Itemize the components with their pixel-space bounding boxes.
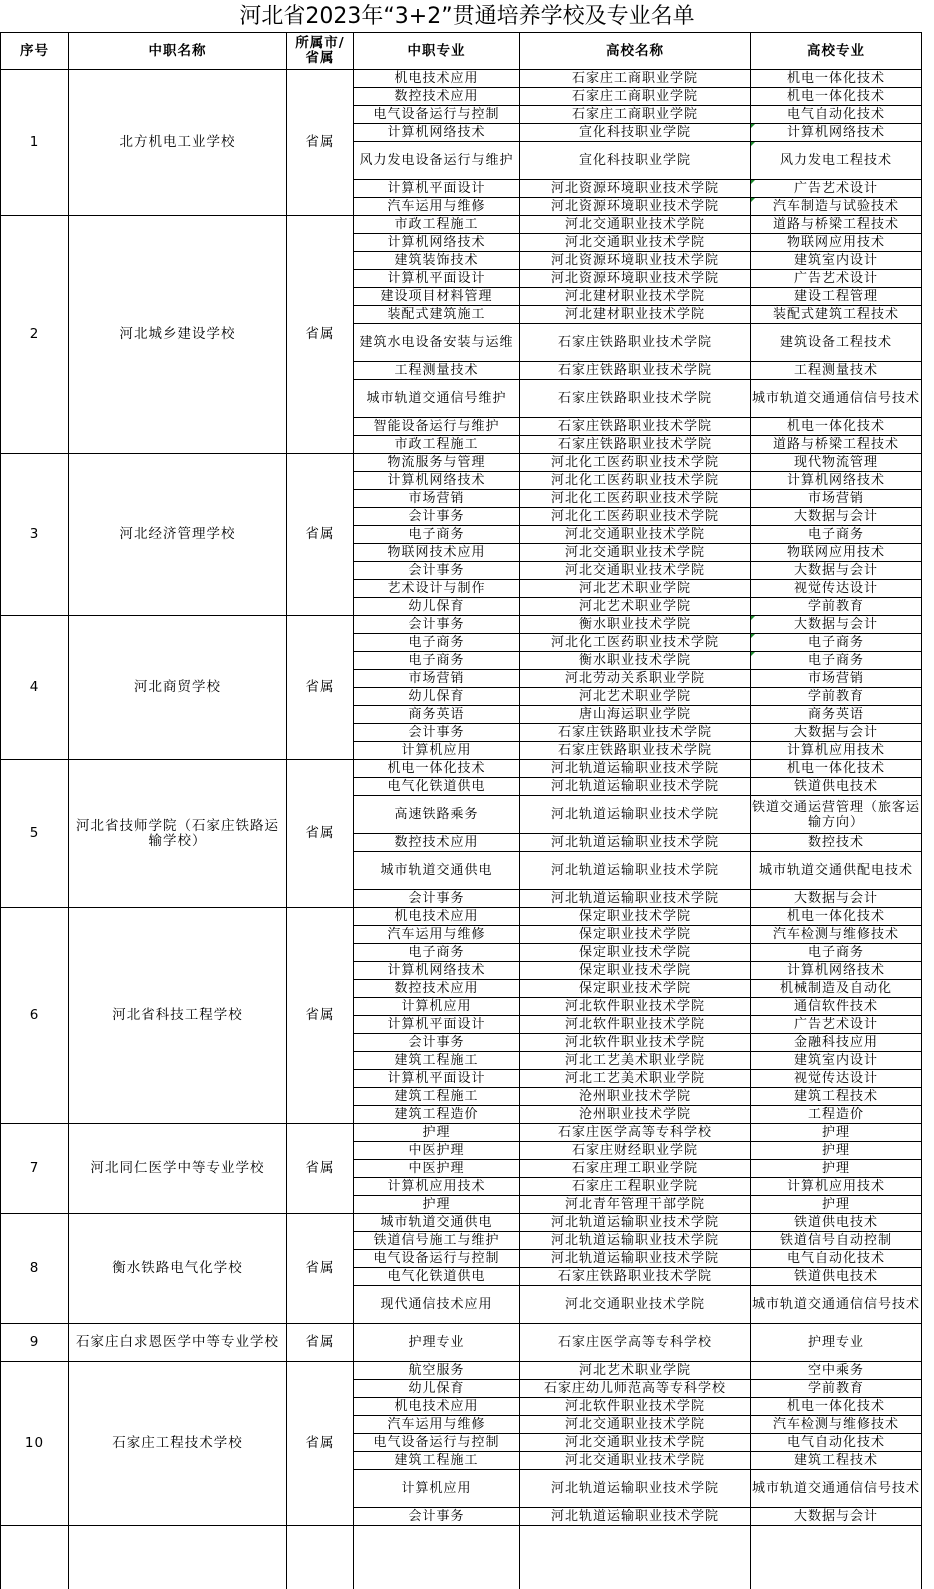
- college-name: 河北化工医药职业技术学院: [550, 509, 719, 524]
- school-affiliation: 省属: [305, 1435, 335, 1451]
- grid-line-v: [0, 32, 1, 1589]
- secondary-major: 护理专业: [408, 1335, 465, 1350]
- college-major: 计算机网络技术: [786, 125, 885, 140]
- college-major: 装配式建筑工程技术: [772, 307, 899, 322]
- college-major: 电气自动化技术: [786, 1251, 885, 1266]
- college-name: 石家庄财经职业学院: [571, 1143, 698, 1158]
- college-major: 金融科技应用: [793, 1035, 878, 1050]
- college-major: 学前教育: [807, 599, 864, 614]
- college-name: 石家庄理工职业学院: [571, 1161, 698, 1176]
- college-major: 道路与桥梁工程技术: [772, 217, 899, 232]
- school-name: 石家庄白求恩医学中等专业学校: [76, 1334, 279, 1350]
- college-name: 河北艺术职业学院: [578, 689, 691, 704]
- college-name: 河北资源环境职业技术学院: [550, 199, 719, 214]
- header-school-name: 中职名称: [148, 42, 207, 59]
- secondary-major: 建筑工程施工: [394, 1089, 479, 1104]
- college-name: 河北轨道运输职业技术学院: [550, 1233, 719, 1248]
- college-major: 广告艺术设计: [793, 271, 878, 286]
- secondary-major: 高速铁路乘务: [394, 807, 479, 822]
- header-college-name: 高校名称: [606, 42, 664, 59]
- college-name: 河北交通职业技术学院: [564, 545, 705, 560]
- college-name: 石家庄铁路职业技术学院: [557, 419, 712, 434]
- college-major: 风力发电工程技术: [779, 153, 892, 168]
- college-major: 学前教育: [807, 1381, 864, 1396]
- secondary-major: 机电技术应用: [394, 909, 479, 924]
- secondary-major: 电气设备运行与控制: [373, 1435, 500, 1450]
- college-major: 铁道信号自动控制: [779, 1233, 892, 1248]
- college-name: 石家庄工商职业学院: [571, 71, 698, 86]
- school-name: 河北省科技工程学校: [112, 1007, 243, 1023]
- college-major: 城市轨道交通通信信号技术: [751, 1481, 920, 1496]
- secondary-major: 装配式建筑施工: [387, 307, 486, 322]
- college-name: 河北软件职业技术学院: [564, 1017, 705, 1032]
- college-major: 机电一体化技术: [786, 71, 885, 86]
- school-affiliation: 省属: [305, 825, 335, 841]
- corner-mark: [751, 124, 755, 128]
- college-name: 保定职业技术学院: [578, 927, 691, 942]
- college-name: 河北工艺美术职业学院: [564, 1053, 705, 1068]
- college-major: 机电一体化技术: [786, 761, 885, 776]
- college-major: 机械制造及自动化: [779, 981, 892, 996]
- secondary-major: 计算机网络技术: [387, 963, 486, 978]
- college-major: 建筑设备工程技术: [779, 335, 892, 350]
- secondary-major: 物联网技术应用: [387, 545, 486, 560]
- college-major: 电子商务: [807, 945, 864, 960]
- secondary-major: 电子商务: [408, 527, 465, 542]
- college-name: 河北艺术职业学院: [578, 599, 691, 614]
- school-name: 河北商贸学校: [134, 679, 221, 695]
- college-name: 衡水职业技术学院: [578, 617, 691, 632]
- secondary-major: 数控技术应用: [394, 981, 479, 996]
- secondary-major: 中医护理: [408, 1143, 465, 1158]
- college-major: 道路与桥梁工程技术: [772, 437, 899, 452]
- college-major: 建筑室内设计: [793, 253, 878, 268]
- college-major: 机电一体化技术: [786, 89, 885, 104]
- secondary-major: 计算机应用技术: [387, 1179, 486, 1194]
- college-name: 唐山海运职业学院: [578, 707, 691, 722]
- header-college-major: 高校专业: [807, 42, 865, 59]
- college-major: 建筑工程技术: [793, 1453, 878, 1468]
- school-affiliation: 省属: [305, 679, 335, 695]
- secondary-major: 城市轨道交通信号维护: [366, 391, 507, 406]
- college-major: 城市轨道交通供配电技术: [758, 863, 913, 878]
- college-name: 宣化科技职业学院: [578, 153, 691, 168]
- college-major: 铁道供电技术: [793, 1269, 878, 1284]
- college-name: 石家庄铁路职业技术学院: [557, 437, 712, 452]
- corner-mark: [751, 198, 755, 202]
- school-name: 河北经济管理学校: [119, 526, 236, 542]
- college-major: 通信软件技术: [793, 999, 878, 1014]
- secondary-major: 数控技术应用: [394, 89, 479, 104]
- secondary-major: 机电技术应用: [394, 1399, 479, 1414]
- college-major: 空中乘务: [807, 1363, 864, 1378]
- college-major: 汽车检测与维修技术: [772, 927, 899, 942]
- college-major: 学前教育: [807, 689, 864, 704]
- college-major: 视觉传达设计: [793, 1071, 878, 1086]
- secondary-major: 会计事务: [408, 725, 465, 740]
- school-seq: 8: [29, 1260, 40, 1276]
- college-name: 河北轨道运输职业技术学院: [550, 807, 719, 822]
- school-seq: 3: [29, 526, 40, 542]
- college-name: 沧州职业技术学院: [578, 1107, 691, 1122]
- secondary-major: 会计事务: [408, 509, 465, 524]
- college-major: 建设工程管理: [793, 289, 878, 304]
- secondary-major: 工程测量技术: [394, 363, 479, 378]
- college-name: 河北软件职业技术学院: [564, 1399, 705, 1414]
- page-title: 河北省2023年“3+2”贯通培养学校及专业名单: [239, 4, 695, 29]
- college-major: 电子商务: [807, 653, 864, 668]
- secondary-major: 建筑工程施工: [394, 1453, 479, 1468]
- college-name: 河北艺术职业学院: [578, 581, 691, 596]
- college-name: 河北化工医药职业技术学院: [550, 455, 719, 470]
- secondary-major: 计算机平面设计: [387, 1071, 486, 1086]
- school-name: 石家庄工程技术学校: [112, 1435, 243, 1451]
- college-major: 电子商务: [807, 635, 864, 650]
- grid-line-v: [353, 32, 354, 1589]
- secondary-major: 电子商务: [408, 635, 465, 650]
- college-name: 河北轨道运输职业技术学院: [550, 1251, 719, 1266]
- college-name: 石家庄医学高等专科学校: [557, 1125, 712, 1140]
- college-name: 河北轨道运输职业技术学院: [550, 779, 719, 794]
- college-major: 大数据与会计: [793, 725, 878, 740]
- secondary-major: 电气设备运行与控制: [373, 107, 500, 122]
- secondary-major: 电子商务: [408, 945, 465, 960]
- corner-mark: [751, 180, 755, 184]
- college-major: 视觉传达设计: [793, 581, 878, 596]
- college-name: 河北资源环境职业技术学院: [550, 181, 719, 196]
- school-seq: 7: [29, 1160, 40, 1176]
- secondary-major: 航空服务: [408, 1363, 465, 1378]
- college-name: 河北交通职业技术学院: [564, 235, 705, 250]
- school-seq: 4: [29, 679, 40, 695]
- header-seq: 序号: [20, 42, 49, 59]
- college-name: 河北化工医药职业技术学院: [550, 473, 719, 488]
- secondary-major: 市政工程施工: [394, 437, 479, 452]
- college-major: 护理: [821, 1197, 850, 1212]
- college-name: 河北化工医药职业技术学院: [550, 635, 719, 650]
- college-major: 工程造价: [807, 1107, 864, 1122]
- secondary-major: 会计事务: [408, 1035, 465, 1050]
- college-major: 城市轨道交通通信信号技术: [751, 391, 920, 406]
- school-name: 河北省技师学院（石家庄铁路运输学校）: [76, 817, 279, 849]
- college-major: 机电一体化技术: [786, 909, 885, 924]
- college-major: 护理: [821, 1143, 850, 1158]
- secondary-major: 城市轨道交通供电: [380, 863, 493, 878]
- grid-line-h: [0, 32, 922, 33]
- secondary-major: 建筑水电设备安装与运维: [359, 335, 514, 350]
- secondary-major: 电气设备运行与控制: [373, 1251, 500, 1266]
- secondary-major: 汽车运用与维修: [387, 1417, 486, 1432]
- secondary-major: 物流服务与管理: [387, 455, 486, 470]
- college-major: 物联网应用技术: [786, 235, 885, 250]
- school-affiliation: 省属: [305, 526, 335, 542]
- secondary-major: 商务英语: [408, 707, 465, 722]
- college-name: 河北交通职业技术学院: [564, 1435, 705, 1450]
- grid-line-v: [286, 32, 287, 1589]
- college-major: 护理: [821, 1161, 850, 1176]
- secondary-major: 会计事务: [408, 1509, 465, 1524]
- secondary-major: 建筑装饰技术: [394, 253, 479, 268]
- corner-mark: [751, 142, 755, 146]
- secondary-major: 市场营销: [408, 671, 465, 686]
- secondary-major: 铁道信号施工与维护: [373, 1233, 500, 1248]
- college-name: 河北软件职业技术学院: [564, 1035, 705, 1050]
- college-major: 机电一体化技术: [786, 1399, 885, 1414]
- college-major: 大数据与会计: [793, 1509, 878, 1524]
- college-name: 沧州职业技术学院: [578, 1089, 691, 1104]
- college-name: 宣化科技职业学院: [578, 125, 691, 140]
- secondary-major: 电气化铁道供电: [387, 779, 486, 794]
- college-name: 河北软件职业技术学院: [564, 999, 705, 1014]
- college-major: 现代物流管理: [793, 455, 878, 470]
- college-name: 河北交通职业技术学院: [564, 527, 705, 542]
- college-name: 河北建材职业技术学院: [564, 289, 705, 304]
- college-major: 机电一体化技术: [786, 419, 885, 434]
- college-name: 石家庄医学高等专科学校: [557, 1335, 712, 1350]
- college-major: 城市轨道交通通信信号技术: [751, 1297, 920, 1312]
- secondary-major: 计算机网络技术: [387, 473, 486, 488]
- school-affiliation: 省属: [305, 134, 335, 150]
- grid-line-h: [0, 1525, 922, 1526]
- college-name: 河北建材职业技术学院: [564, 307, 705, 322]
- college-name: 石家庄工程职业学院: [571, 1179, 698, 1194]
- college-name: 河北交通职业技术学院: [564, 1417, 705, 1432]
- grid-line-v: [750, 32, 751, 1589]
- college-name: 石家庄工商职业学院: [571, 107, 698, 122]
- college-name: 石家庄铁路职业技术学院: [557, 363, 712, 378]
- college-name: 河北交通职业技术学院: [564, 217, 705, 232]
- secondary-major: 风力发电设备运行与维护: [359, 153, 514, 168]
- secondary-major: 计算机平面设计: [387, 1017, 486, 1032]
- college-major: 大数据与会计: [793, 891, 878, 906]
- college-major: 市场营销: [807, 671, 864, 686]
- college-name: 石家庄铁路职业技术学院: [557, 743, 712, 758]
- college-name: 石家庄工商职业学院: [571, 89, 698, 104]
- college-major: 市场营销: [807, 491, 864, 506]
- college-name: 保定职业技术学院: [578, 963, 691, 978]
- secondary-major: 会计事务: [408, 891, 465, 906]
- college-name: 河北轨道运输职业技术学院: [550, 863, 719, 878]
- secondary-major: 计算机平面设计: [387, 271, 486, 286]
- college-major: 铁道供电技术: [793, 779, 878, 794]
- college-major: 计算机网络技术: [786, 473, 885, 488]
- secondary-major: 电气化铁道供电: [387, 1269, 486, 1284]
- college-name: 石家庄铁路职业技术学院: [557, 391, 712, 406]
- college-name: 河北工艺美术职业学院: [564, 1071, 705, 1086]
- secondary-major: 电子商务: [408, 653, 465, 668]
- college-name: 河北资源环境职业技术学院: [550, 253, 719, 268]
- school-seq: 9: [29, 1334, 40, 1350]
- secondary-major: 计算机网络技术: [387, 125, 486, 140]
- college-major: 电气自动化技术: [786, 107, 885, 122]
- college-major: 汽车制造与试验技术: [772, 199, 899, 214]
- college-name: 河北交通职业技术学院: [564, 1297, 705, 1312]
- school-seq: 6: [29, 1007, 40, 1023]
- college-major: 广告艺术设计: [793, 181, 878, 196]
- college-major: 计算机应用技术: [786, 743, 885, 758]
- college-major: 铁道交通运营管理（旅客运输方向）: [751, 799, 920, 830]
- header-affiliation: 所属市/ 省属: [295, 35, 345, 66]
- secondary-major: 幼儿保育: [408, 1381, 465, 1396]
- school-affiliation: 省属: [305, 1007, 335, 1023]
- college-name: 河北资源环境职业技术学院: [550, 271, 719, 286]
- college-name: 石家庄幼儿师范高等专科学校: [543, 1381, 726, 1396]
- school-seq: 10: [24, 1435, 45, 1451]
- secondary-major: 会计事务: [408, 563, 465, 578]
- college-name: 河北艺术职业学院: [578, 1363, 691, 1378]
- secondary-major: 计算机网络技术: [387, 235, 486, 250]
- secondary-major: 幼儿保育: [408, 689, 465, 704]
- college-name: 河北轨道运输职业技术学院: [550, 1481, 719, 1496]
- college-name: 石家庄铁路职业技术学院: [557, 725, 712, 740]
- college-major: 建筑室内设计: [793, 1053, 878, 1068]
- school-affiliation: 省属: [305, 1334, 335, 1350]
- college-major: 建筑工程技术: [793, 1089, 878, 1104]
- college-major: 计算机网络技术: [786, 963, 885, 978]
- secondary-major: 护理: [422, 1125, 451, 1140]
- college-major: 铁道供电技术: [793, 1215, 878, 1230]
- college-major: 计算机应用技术: [786, 1179, 885, 1194]
- college-major: 护理: [821, 1125, 850, 1140]
- school-name: 河北同仁医学中等专业学校: [90, 1160, 265, 1176]
- school-seq: 2: [29, 326, 40, 342]
- college-name: 石家庄铁路职业技术学院: [557, 1269, 712, 1284]
- school-name: 北方机电工业学校: [119, 134, 236, 150]
- secondary-major: 市政工程施工: [394, 217, 479, 232]
- college-major: 大数据与会计: [793, 563, 878, 578]
- secondary-major: 建筑工程造价: [394, 1107, 479, 1122]
- school-name: 衡水铁路电气化学校: [112, 1260, 243, 1276]
- school-seq: 5: [29, 825, 40, 841]
- secondary-major: 智能设备运行与维护: [373, 419, 500, 434]
- college-name: 河北交通职业技术学院: [564, 1453, 705, 1468]
- college-major: 数控技术: [807, 835, 864, 850]
- secondary-major: 护理: [422, 1197, 451, 1212]
- college-major: 工程测量技术: [793, 363, 878, 378]
- college-name: 河北轨道运输职业技术学院: [550, 1215, 719, 1230]
- college-name: 河北化工医药职业技术学院: [550, 491, 719, 506]
- corner-mark: [751, 652, 755, 656]
- college-name: 保定职业技术学院: [578, 909, 691, 924]
- college-name: 石家庄铁路职业技术学院: [557, 335, 712, 350]
- college-major: 物联网应用技术: [786, 545, 885, 560]
- college-major: 商务英语: [807, 707, 864, 722]
- secondary-major: 现代通信技术应用: [380, 1297, 493, 1312]
- college-name: 保定职业技术学院: [578, 981, 691, 996]
- college-major: 广告艺术设计: [793, 1017, 878, 1032]
- school-seq: 1: [29, 134, 40, 150]
- college-name: 保定职业技术学院: [578, 945, 691, 960]
- corner-mark: [751, 616, 755, 620]
- college-major: 电气自动化技术: [786, 1435, 885, 1450]
- school-affiliation: 省属: [305, 1260, 335, 1276]
- secondary-major: 汽车运用与维修: [387, 199, 486, 214]
- school-affiliation: 省属: [305, 1160, 335, 1176]
- secondary-major: 计算机应用: [401, 999, 472, 1014]
- secondary-major: 市场营销: [408, 491, 465, 506]
- secondary-major: 建筑工程施工: [394, 1053, 479, 1068]
- secondary-major: 机电一体化技术: [387, 761, 486, 776]
- secondary-major: 幼儿保育: [408, 599, 465, 614]
- secondary-major: 计算机应用: [401, 743, 472, 758]
- college-major: 护理专业: [807, 1335, 864, 1350]
- college-name: 衡水职业技术学院: [578, 653, 691, 668]
- grid-line-v: [68, 32, 69, 1589]
- college-name: 河北轨道运输职业技术学院: [550, 835, 719, 850]
- secondary-major: 艺术设计与制作: [387, 581, 486, 596]
- grid-line-v: [921, 32, 922, 1589]
- college-name: 河北轨道运输职业技术学院: [550, 1509, 719, 1524]
- secondary-major: 计算机应用: [401, 1481, 472, 1496]
- college-name: 河北劳动关系职业学院: [564, 671, 705, 686]
- college-major: 大数据与会计: [793, 617, 878, 632]
- grid-line-v: [519, 32, 520, 1589]
- college-name: 河北青年管理干部学院: [564, 1197, 705, 1212]
- college-name: 河北轨道运输职业技术学院: [550, 761, 719, 776]
- secondary-major: 会计事务: [408, 617, 465, 632]
- secondary-major: 数控技术应用: [394, 835, 479, 850]
- college-major: 电子商务: [807, 527, 864, 542]
- secondary-major: 机电技术应用: [394, 71, 479, 86]
- secondary-major: 建设项目材料管理: [380, 289, 493, 304]
- school-name: 河北城乡建设学校: [119, 326, 236, 342]
- secondary-major: 中医护理: [408, 1161, 465, 1176]
- secondary-major: 汽车运用与维修: [387, 927, 486, 942]
- college-name: 河北交通职业技术学院: [564, 563, 705, 578]
- header-secondary-major: 中职专业: [407, 42, 466, 59]
- school-affiliation: 省属: [305, 326, 335, 342]
- college-major: 大数据与会计: [793, 509, 878, 524]
- college-name: 河北轨道运输职业技术学院: [550, 891, 719, 906]
- secondary-major: 城市轨道交通供电: [380, 1215, 493, 1230]
- college-major: 汽车检测与维修技术: [772, 1417, 899, 1432]
- corner-mark: [751, 634, 755, 638]
- secondary-major: 计算机平面设计: [387, 181, 486, 196]
